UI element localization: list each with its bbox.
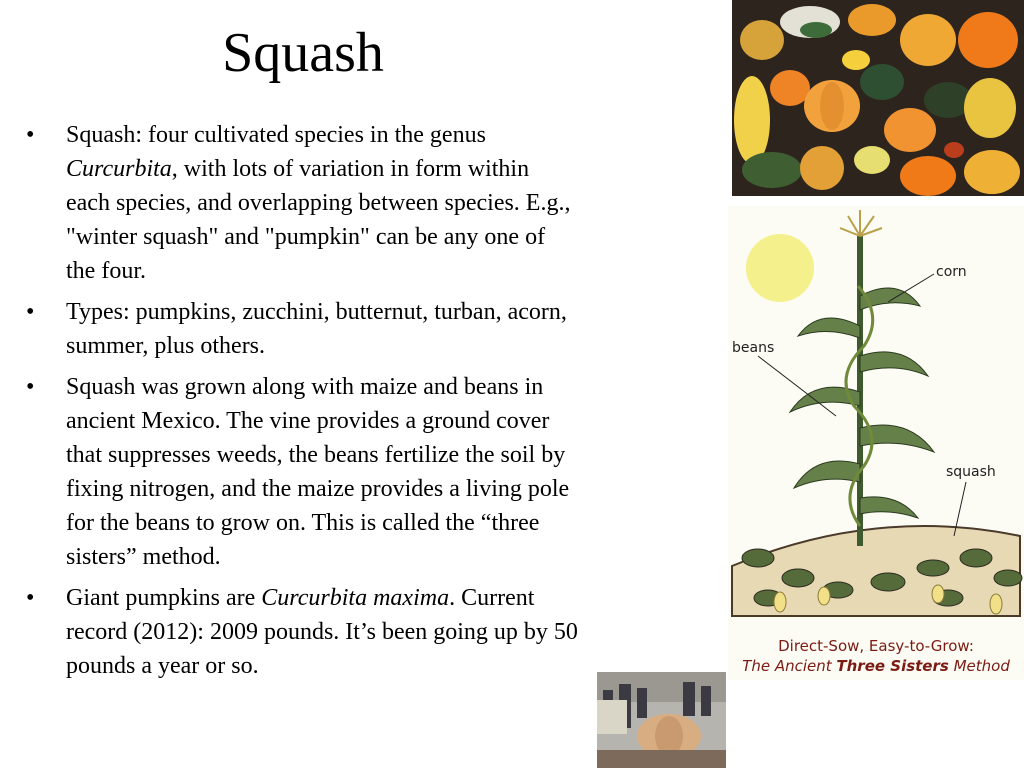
sun-shape <box>746 234 814 302</box>
bullet-item-genus: • Squash: four cultivated species in the genus Curcurbita, with lots of variation in form within each species, and overlapping between species. E.g., "winter squash" and "pumpkin" can be any one of the four. <box>26 118 578 288</box>
slide-title: Squash <box>222 22 384 84</box>
label-beans: beans <box>732 340 775 356</box>
label-corn: corn <box>936 264 967 280</box>
bullet-list <box>26 118 578 690</box>
illustration-caption-line2: The Ancient Three Sisters Method <box>742 657 1010 675</box>
illustration-caption-line1: Direct-Sow, Easy-to-Grow: <box>778 637 974 655</box>
label-squash: squash <box>946 464 996 480</box>
giant-pumpkin-photo <box>597 672 726 768</box>
bullet-item-giant-pumpkins: • Giant pumpkins are Curcurbita maxima. Current record (2012): 2009 pounds. It’s been going up by 50 pounds a year or so. <box>26 581 578 683</box>
bullet-item-three-sisters: • Squash was grown along with maize and beans in ancient Mexico. The vine provides a ground cover that suppresses weeds, the beans fertilize the soil by fixing nitrogen, and the maize provides a living pole for the beans to grow on. This is called the “three sisters” method. <box>26 370 578 574</box>
three-sisters-illustration <box>728 206 1024 680</box>
bullet-item-types: • Types: pumpkins, zucchini, butternut, turban, acorn, summer, plus others. <box>26 295 578 363</box>
gourds-photo <box>732 0 1024 196</box>
